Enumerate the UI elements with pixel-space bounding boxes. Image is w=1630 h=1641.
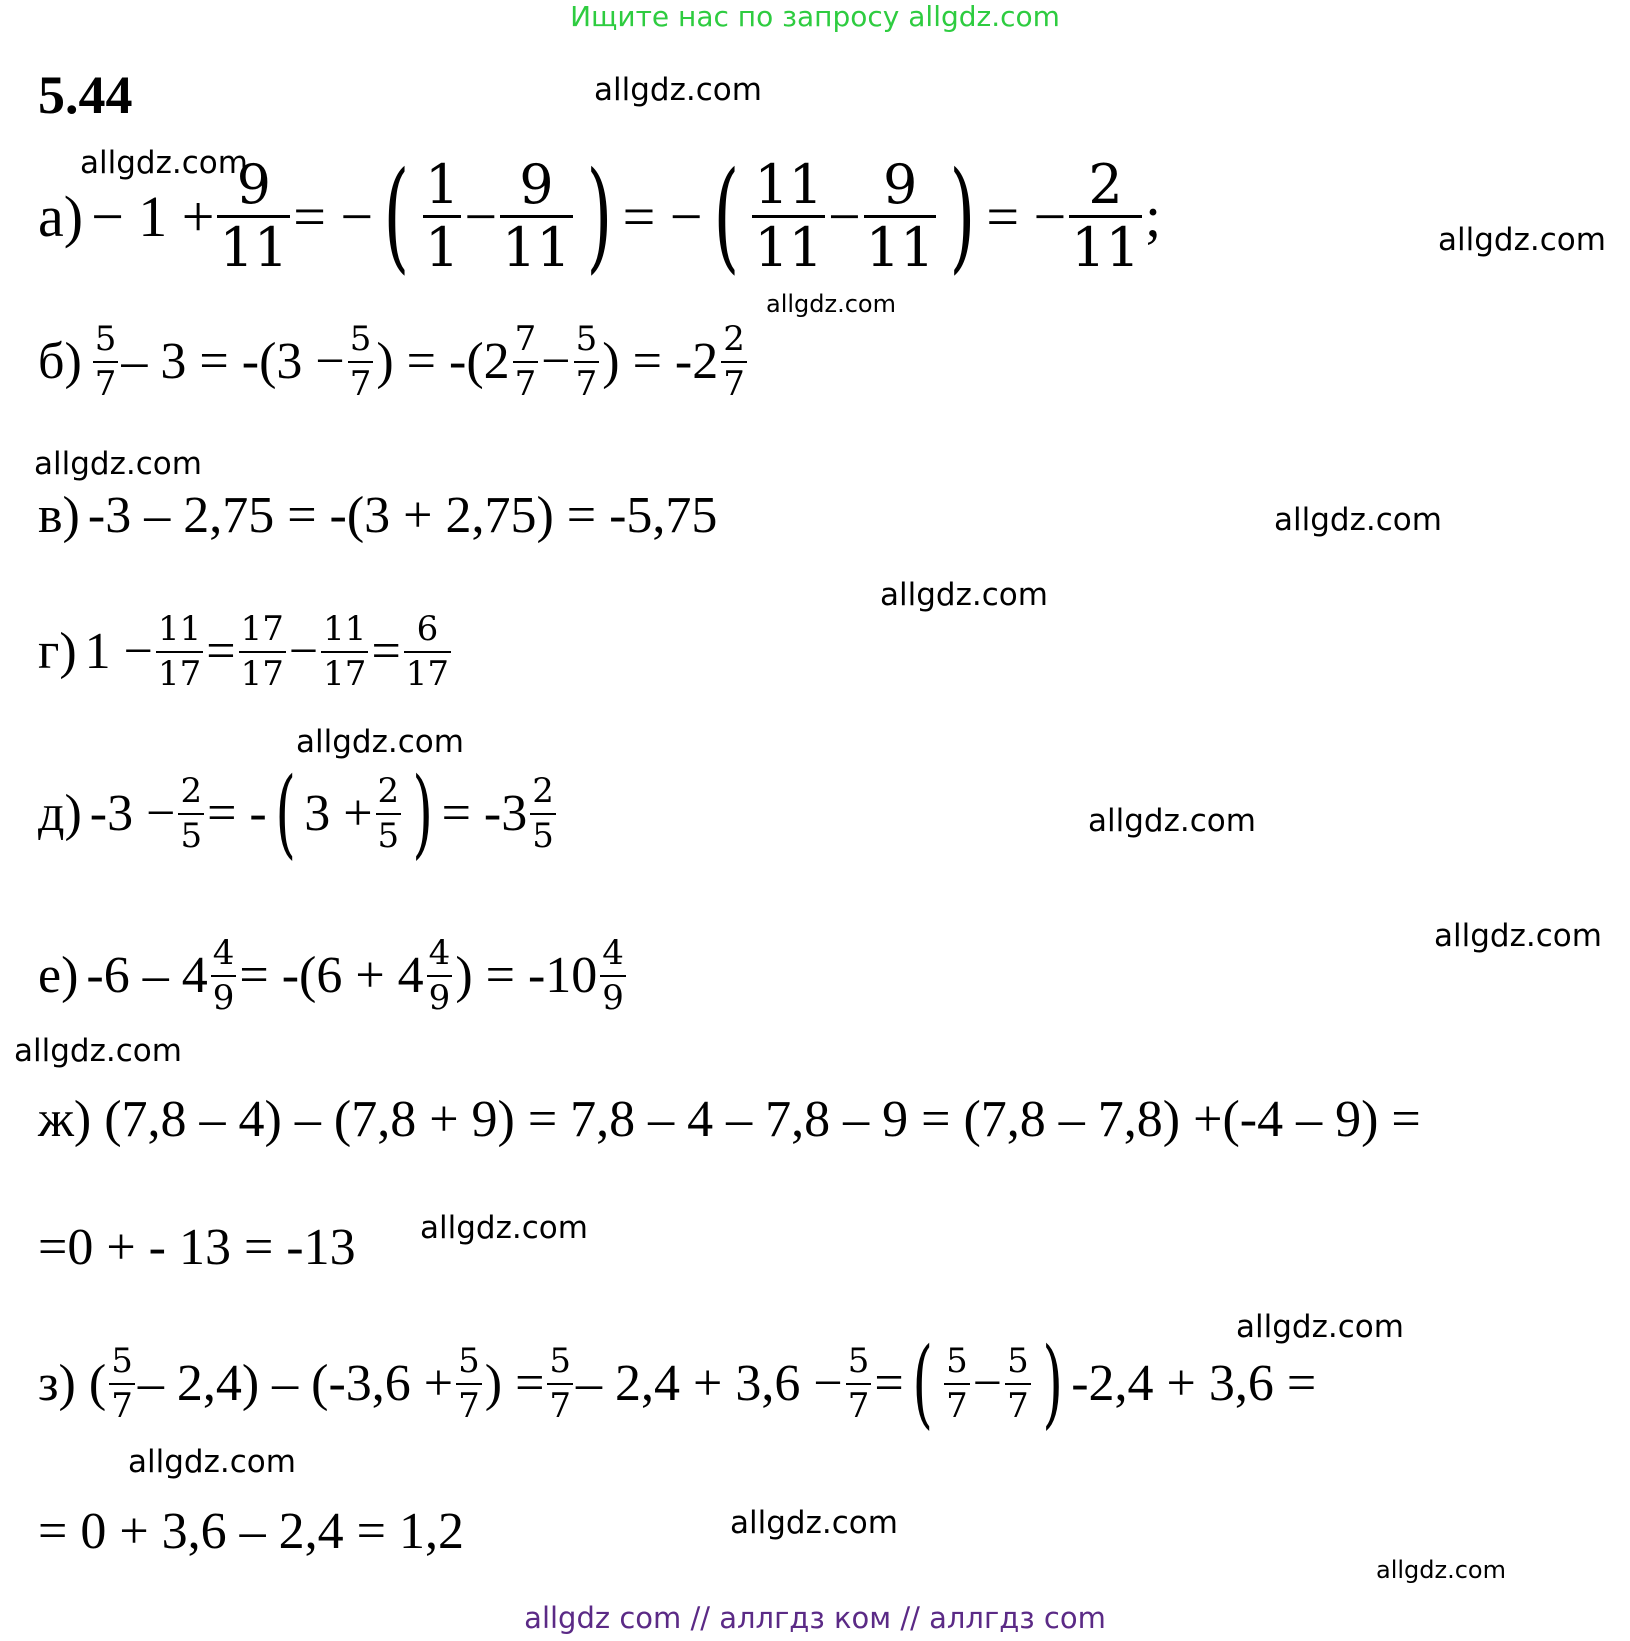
denominator: 5 [377,815,400,856]
numerator: 5 [458,1341,480,1381]
fraction [427,932,453,1019]
fraction [211,932,237,1019]
fraction [600,932,626,1019]
expression-text: -2,4 + 3,6 = [1071,1354,1317,1412]
fraction [547,1340,573,1427]
denominator: 11 [502,216,571,280]
expression-text: – 2,4) – (-3,6 + [137,1354,454,1412]
numerator: 2 [532,771,554,811]
denominator: 7 [946,1385,968,1426]
watermark: allgdz.com [1088,803,1256,839]
line-zh-1 [38,1091,1421,1148]
denominator: 11 [1071,216,1140,280]
line-label: з) ( [38,1354,107,1412]
expression-text: = -(6 + 4 [239,946,424,1004]
expression-text: – 3 = -(3 − [121,332,345,390]
numerator: 5 [349,319,372,359]
numerator: 5 [575,319,598,359]
denominator: 11 [754,216,824,280]
expression-text: = 0 + 3,6 – 2,4 = 1,2 [38,1503,464,1560]
expression-text: − [828,183,861,249]
expression-text: -3 – 2,75 = -(3 + 2,75) = -5,75 [87,487,718,544]
expression-text: − [288,622,319,680]
denominator: 7 [94,363,117,404]
expression-text: = [371,622,401,680]
right-paren: ) [950,146,976,286]
expression-text: − [464,183,498,249]
denominator: 7 [514,363,537,404]
denominator: 7 [1007,1385,1029,1426]
denominator: 17 [157,653,202,694]
watermark: allgdz.com [880,577,1048,613]
top-banner: Ищите нас по запросу allgdz.com [570,0,1060,33]
watermark: allgdz.com [1274,502,1442,538]
line-b [38,318,750,405]
line-g [38,608,454,695]
expression-text: = -3 [441,784,528,842]
numerator: 5 [847,1341,870,1381]
expression-text: ж) (7,8 – 4) – (7,8 + 9) = 7,8 – 4 – 7,8 – 9 = (7,8 – 7,8) +(-4 – 9) = [38,1091,1421,1148]
expression-text: − [972,1354,1003,1412]
expression-text: – 2,4 + 3,6 − [576,1354,843,1412]
expression-text: 3 + [304,784,373,842]
line-label: в) [38,487,80,544]
denominator: 11 [219,216,289,280]
fraction [239,608,286,695]
denominator: 11 [865,216,935,280]
numerator: 4 [212,933,235,973]
numerator: 5 [111,1341,133,1381]
line-e [38,932,629,1019]
denominator: 17 [405,653,450,694]
denominator: 5 [180,815,203,856]
numerator: 11 [323,609,367,649]
fraction [846,1340,872,1427]
denominator: 9 [602,977,624,1018]
expression-text: 1 − [84,622,153,680]
watermark: allgdz.com [1434,918,1602,954]
watermark: allgdz.com [1438,222,1606,258]
fraction [530,770,556,857]
numerator: 9 [882,153,918,216]
line-d [38,757,559,870]
numerator: 7 [514,319,537,359]
fraction [423,155,461,279]
watermark: allgdz.com [14,1033,182,1069]
left-paren: ( [912,1327,933,1440]
expression-text: =0 + - 13 = -13 [38,1219,356,1276]
line-zh-2 [38,1219,356,1276]
numerator: 6 [416,609,439,649]
expression-text: = [874,1354,904,1412]
fraction [93,318,119,405]
numerator: 17 [240,609,284,649]
line-label: е) [38,946,79,1004]
fraction [178,770,204,857]
expression-text: = − [293,183,374,249]
watermark: allgdz.com [296,724,464,760]
fraction [1069,155,1142,279]
numerator: 4 [428,933,451,973]
numerator: 11 [754,153,824,216]
line-z-2 [38,1503,464,1560]
numerator: 5 [1007,1341,1029,1381]
numerator: 2 [723,319,745,359]
fraction [321,608,368,695]
fraction [574,318,600,405]
line-z-1 [38,1327,1317,1440]
line-label: а) [38,183,84,249]
line-label: г) [38,622,77,680]
fraction [752,155,825,279]
fraction [513,318,539,405]
denominator: 1 [424,216,460,280]
numerator: 2 [377,771,400,811]
expression-text: -6 – 4 [86,946,208,1004]
numerator: 2 [180,771,203,811]
numerator: 5 [549,1341,572,1381]
numerator: 11 [157,609,202,649]
expression-text: = - [207,784,267,842]
fraction [721,318,747,405]
expression-text: − 1 + [91,183,215,249]
bottom-banner: allgdz com // аллгдз ком // аллгдз com [524,1601,1106,1635]
expression-text: ; [1144,183,1162,249]
expression-text: − [541,332,571,390]
line-label: д) [38,784,82,842]
denominator: 17 [240,653,284,694]
denominator: 7 [575,363,598,404]
watermark: allgdz.com [80,145,248,181]
line-a [38,146,1162,286]
numerator: 9 [236,153,272,216]
fraction [348,318,374,405]
expression-text: -3 − [89,784,176,842]
watermark: allgdz.com [34,446,202,482]
denominator: 7 [847,1385,870,1426]
fraction [109,1340,135,1427]
numerator: 4 [602,933,624,973]
expression-text: ) = -10 [455,946,598,1004]
watermark: allgdz.com [128,1444,296,1480]
fraction [944,1340,970,1427]
numerator: 5 [946,1341,968,1381]
expression-text: = [206,622,236,680]
left-paren: ( [383,146,410,286]
denominator: 5 [532,815,554,856]
denominator: 7 [111,1385,133,1426]
numerator: 2 [1088,153,1123,216]
right-paren: ) [1042,1327,1063,1440]
expression-text: ) = -2 [602,332,719,390]
left-paren: ( [713,146,739,286]
denominator: 9 [428,977,451,1018]
denominator: 7 [549,1385,572,1426]
expression-text: ) = [484,1354,545,1412]
fraction [217,155,290,279]
right-paren: ) [412,757,434,870]
watermark: allgdz.com [1376,1556,1506,1584]
problem-number: 5.44 [38,65,133,125]
left-paren: ( [275,757,296,870]
denominator: 17 [323,653,367,694]
watermark: allgdz.com [730,1505,898,1541]
numerator: 5 [94,319,117,359]
expression-text: ) = -(2 [376,332,510,390]
denominator: 7 [349,363,372,404]
fraction [156,608,203,695]
fraction [1005,1340,1031,1427]
fraction [864,155,937,279]
denominator: 9 [212,977,235,1018]
numerator: 9 [519,153,554,216]
fraction [500,155,573,279]
watermark: allgdz.com [766,290,896,318]
right-paren: ) [586,146,613,286]
fraction [404,608,451,695]
fraction [376,770,402,857]
watermark: allgdz.com [594,72,762,108]
denominator: 7 [458,1385,480,1426]
denominator: 7 [723,363,745,404]
line-v [38,487,718,544]
expression-text: = − [986,183,1067,249]
line-label: б) [38,332,82,390]
numerator: 1 [424,153,460,216]
fraction [456,1340,482,1427]
watermark: allgdz.com [420,1210,588,1246]
watermark: allgdz.com [1236,1309,1404,1345]
expression-text: = − [622,183,703,249]
